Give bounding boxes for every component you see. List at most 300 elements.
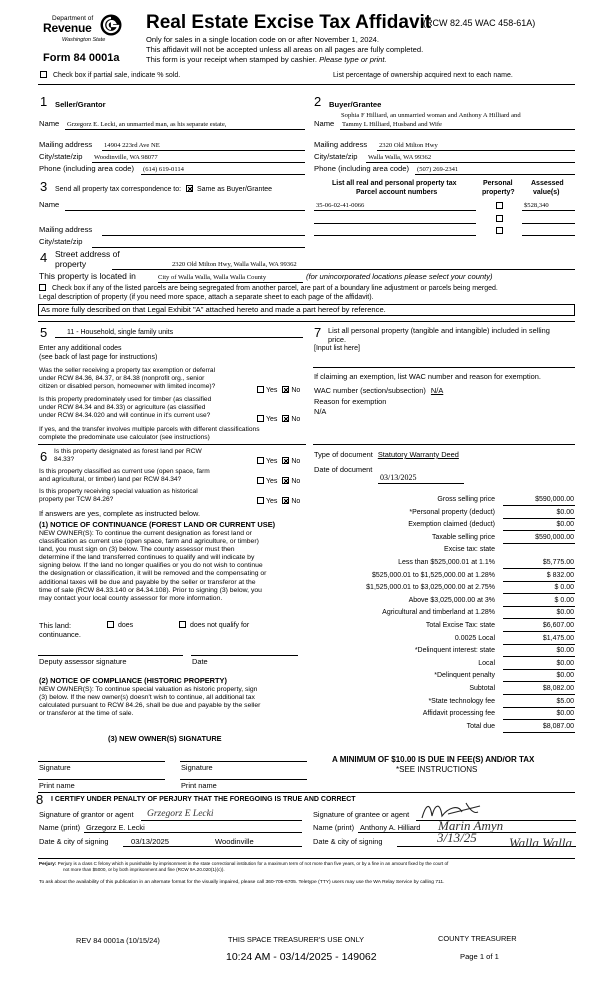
street-label1: Street address of [55, 249, 120, 259]
deputy-sig-field[interactable] [38, 646, 183, 656]
buyer-phone-value: (507) 269-2341 [417, 166, 459, 173]
comp-line4: or transferor at the time of sale. [39, 710, 134, 718]
sec7-num: 7 [314, 325, 322, 340]
grantee-city-value: Walla Walla [509, 835, 572, 850]
calc-value-underline [503, 732, 575, 733]
calc-value[interactable]: $ 832.00 [546, 571, 574, 579]
parcel-row-3 [314, 226, 575, 237]
s6q1-yes-checkbox[interactable] [257, 457, 264, 464]
calc-label: Affidavit processing fee [422, 710, 495, 718]
does-not-checkbox[interactable] [179, 621, 186, 628]
street-value: 2320 Old Milton Hwy, Walla Walla, WA 99362 [172, 261, 297, 268]
calc-row [313, 646, 575, 657]
footer-treasurer-space: THIS SPACE TREASURER'S USE ONLY [228, 935, 365, 944]
segregated-text: Check box if any of the listed parcels are being segregated from another parcel, are part of a boundary line adjustment or parcels being merged. [51, 285, 498, 292]
calc-row [313, 709, 575, 720]
calc-value-underline [503, 618, 575, 619]
s6q1-text [54, 448, 202, 464]
s6q1-no-label: No [291, 458, 301, 465]
cont-line2: classification as current use (open space, farm and agriculture, or timber) [39, 538, 259, 546]
s6q3-yes-checkbox[interactable] [257, 497, 264, 504]
grantee-name-value: Anthony A. Hilliard [360, 823, 421, 832]
sec7-text2: price. [328, 335, 347, 344]
q2-no-label: No [291, 416, 301, 423]
dor-logo [38, 14, 128, 52]
personal-property-checkbox-2[interactable] [496, 215, 503, 222]
calc-value[interactable]: $8,082.00 [542, 685, 574, 692]
calc-label: *State technology fee [428, 697, 495, 705]
sec3-mailing-field[interactable] [102, 226, 305, 236]
s6q1-yes-label: Yes [266, 458, 278, 465]
q1-line2: under RCW 84.36, 84.37, or 84.38 (nonprofit org., senior [39, 375, 205, 382]
perjury-text1: Perjury is a class C felony which is punishable by imprisonment in the state correctional institution for a maximum term of not more than five years, or by a fine in an amount fixed by the court of [57, 861, 449, 866]
calc-label: $525,000.01 to $1,525,000.00 at 1.28% [372, 571, 495, 579]
s6q1-line1: Is this property designated as forest land per RCW [54, 448, 202, 455]
grantee-date-field[interactable] [397, 830, 576, 850]
minimum-line1: A MINIMUM OF $10.00 IS DUE IN FEE(S) AND/OR TAX [332, 755, 535, 764]
this-land-label2: continuance. [39, 630, 81, 639]
seller-phone-field[interactable] [141, 165, 305, 175]
s6q2-text [39, 468, 210, 484]
grantor-sig-field[interactable] [141, 809, 302, 821]
calc-value[interactable]: $0.00 [556, 659, 574, 667]
grantee-name-label: Name (print) [313, 823, 355, 832]
seller-name-value: Grzegorz E. Lecki, an unmarried man, as his separate estate, [67, 121, 227, 128]
calc-value-underline [503, 530, 575, 531]
calc-value-underline [503, 707, 575, 708]
calc-value-underline [503, 568, 575, 569]
doc-type-label: Type of document [314, 450, 373, 459]
calc-label: Subtotal [469, 685, 495, 692]
calc-value-underline [503, 719, 575, 720]
sec3-row [55, 185, 272, 194]
cont-line5: signing below. If the land no longer qualifies or you do not wish to continue [39, 562, 263, 570]
calc-value[interactable]: $5,775.00 [542, 559, 574, 566]
calc-value-underline [503, 543, 575, 544]
header-note2: This affidavit will not be accepted unless all areas on all pages are fully completed. [146, 45, 424, 54]
deputy-sig-label: Deputy assessor signature [39, 657, 127, 666]
calc-value[interactable]: $8,087.00 [542, 722, 574, 730]
seller-name-field[interactable] [65, 120, 305, 130]
owner-sig-label-1: Signature [39, 763, 71, 772]
calc-value-underline [503, 593, 575, 594]
calc-row [313, 608, 575, 619]
form-number: Form 84 0001a [43, 52, 120, 64]
owner-print-label-2: Print name [181, 781, 217, 790]
rcw-ref: (RCW 82.45 WAC 458-61A) [423, 18, 536, 28]
seller-mailing-value: 14904 223rd Ave NE [104, 142, 160, 149]
reason-label: Reason for exemption [314, 397, 387, 406]
s6q2-line1: Is this property classified as current use (open space, farm [39, 468, 210, 475]
grantee-sig-label: Signature of grantee or agent [313, 810, 410, 819]
seller-name-label: Name [39, 119, 60, 128]
calc-row [313, 533, 575, 544]
calc-value-underline [503, 631, 575, 632]
owner-print-label-1: Print name [39, 781, 75, 790]
calc-value[interactable]: $1,475.00 [542, 634, 574, 642]
buyer-mailing-field[interactable] [377, 141, 575, 151]
q2-yesno [257, 415, 300, 424]
assessed-value-field-3[interactable] [522, 226, 575, 236]
calc-label: 0.0025 Local [454, 634, 495, 642]
calc-row [313, 558, 575, 569]
calc-value-underline [503, 669, 575, 670]
calc-value-underline [503, 518, 575, 519]
located-value: City of Walla Walla, Walla Walla County [158, 274, 267, 281]
addl-codes1: Enter any additional codes [39, 345, 122, 352]
calc-label: Local [478, 659, 495, 667]
seller-mailing-label: Mailing address [39, 140, 93, 149]
buyer-city-label: City/state/zip [314, 152, 358, 161]
grantee-date-value: 3/13/25 [437, 830, 477, 845]
grantor-sig-label: Signature of grantor or agent [39, 810, 134, 819]
buyer-phone-label: Phone (including area code) [314, 164, 409, 173]
calc-value[interactable]: $ 0.00 [554, 596, 574, 604]
assessed-value-field-2[interactable] [522, 214, 575, 224]
street-label2: property [55, 259, 87, 269]
located-note: (for unincorporated locations please select your county) [306, 272, 493, 281]
calc-row [313, 634, 575, 645]
continuance-heading: (1) NOTICE OF CONTINUANCE (FOREST LAND OR CURRENT USE) [39, 520, 276, 529]
s6q3-no-checkbox[interactable] [282, 497, 289, 504]
buyer-mailing-label: Mailing address [314, 140, 368, 149]
same-as-buyer-label: Same as Buyer/Grantee [196, 186, 273, 193]
s6q3-line1: Is this property receiving special valuation as historical [39, 488, 198, 495]
buyer-mailing-value: 2320 Old Milton Hwy [379, 142, 438, 149]
doc-type-value[interactable]: Statutory Warranty Deed [377, 450, 459, 459]
q1-yes-checkbox[interactable] [257, 386, 264, 393]
grantor-name-label: Name (print) [39, 823, 81, 832]
s6q2-yesno [257, 477, 300, 486]
parcel-number-field[interactable] [314, 201, 476, 211]
calc-label: Above $3,025,000.00 at 3% [408, 596, 495, 604]
grantor-name-field[interactable] [84, 823, 302, 833]
calc-value[interactable]: $0.00 [556, 508, 574, 516]
owner-sig-field-1[interactable] [38, 752, 165, 762]
reason-value[interactable]: N/A [314, 407, 327, 416]
legal-box[interactable] [38, 304, 575, 316]
calc-label: Excise tax: state [444, 546, 495, 554]
exemption-text: If claiming an exemption, list WAC number and reason for exemption. [314, 372, 541, 381]
recording-stamp: 10:24 AM - 03/14/2025 - 149062 [226, 951, 377, 963]
seller-mailing-field[interactable] [102, 141, 305, 151]
seller-phone-value: (614) 619-0114 [143, 166, 184, 173]
calc-value-underline [503, 505, 575, 506]
this-land-label1: This land: [39, 621, 72, 630]
q2-line3: under RCW 84.34.020 and will continue in it's current use? [39, 412, 211, 419]
alt-format-note: To ask about the availability of this publication in an alternate format for the visually impaired, please call 360-705-6705. Teletype (TTY) users may use the WA Relay Service by calling 711. [39, 880, 445, 885]
comp-line1: NEW OWNER(S): To continue special valuation as historic property, sign [39, 686, 258, 693]
calc-row [313, 659, 575, 670]
use-code-field[interactable] [55, 328, 303, 338]
page-number: Page 1 of 1 [460, 952, 499, 961]
s6q3-yesno [257, 497, 300, 506]
buyer-city-value: Walla Walla, WA 99362 [368, 154, 432, 161]
wac-row [314, 387, 443, 396]
calc-value[interactable]: $590,000.00 [535, 496, 574, 503]
parcels-col2-line1: Personal [483, 180, 513, 187]
buyer-name-label: Name [314, 119, 335, 128]
assessed-value: $528,340 [524, 202, 549, 209]
calc-row [313, 583, 575, 594]
s6q3-yes-label: Yes [266, 498, 278, 505]
s6q2-no-checkbox[interactable] [282, 477, 289, 484]
q2-no-checkbox[interactable] [282, 415, 289, 422]
dept-line2: Revenue [43, 21, 92, 35]
q1-text [39, 367, 215, 391]
grantor-city-value: Woodinville [215, 837, 254, 846]
partial-sale-checkbox[interactable] [40, 71, 47, 78]
owner-print-field-2[interactable] [180, 772, 307, 780]
calc-value-underline [503, 681, 575, 682]
q2-yes-checkbox[interactable] [257, 415, 264, 422]
continuance-body [39, 530, 266, 603]
partial-sale-row [40, 71, 180, 80]
calc-value[interactable]: $590,000.00 [535, 533, 574, 541]
calc-row [313, 722, 575, 733]
grantee-sig-name: Marin Amyn [438, 818, 504, 833]
does-not-row [179, 621, 249, 630]
cont-line4: determine if the land transferred continues to qualify and will indicate by [39, 554, 255, 562]
comp-line3: calculated pursuant to RCW 84.26, shall be due and payable by the seller [39, 702, 261, 710]
q1-line1: Was the seller receiving a property tax exemption or deferral [39, 367, 216, 374]
parcel-number: 35-06-02-41-0066 [316, 202, 365, 209]
assessed-value-field[interactable] [522, 201, 575, 211]
perjury-label: Perjury: [39, 861, 57, 866]
buyer-name-field[interactable] [340, 120, 575, 130]
cont-line6: the designation or classification, it will be removed and the compensating or [39, 570, 267, 578]
q1-line3: citizen or disabled person, homeowner with limited income)? [39, 383, 216, 390]
partial-sale-label: Check box if partial sale, indicate % sold. [52, 72, 181, 79]
header-note3-italic: Please type or print. [319, 55, 387, 64]
grantor-date-field[interactable] [123, 835, 302, 847]
s6q2-yes-checkbox[interactable] [257, 477, 264, 484]
q2-text [39, 396, 211, 420]
calc-value[interactable]: $0.00 [556, 672, 574, 680]
cont-line8: time of sale (RCW 84.33.140 or 84.34.108). Prior to signing (3) below, you [39, 586, 262, 594]
segregated-row [39, 284, 498, 293]
calc-value-underline [503, 644, 575, 645]
grantee-date-label: Date & city of signing [313, 837, 383, 846]
q1-no-label: No [291, 387, 301, 394]
calc-value[interactable]: $5.00 [556, 697, 574, 705]
calc-value[interactable]: $ 0.00 [554, 584, 574, 592]
does-not-label: does not qualify for [190, 622, 250, 629]
q2-line2: under RCW 84.34 and 84.33) or agriculture (as classified [39, 404, 206, 411]
parcels-col2-line2: property? [482, 189, 515, 196]
sec3-city-label: City/state/zip [39, 237, 83, 246]
calc-label: Gross selling price [437, 496, 495, 503]
does-checkbox[interactable] [107, 621, 114, 628]
sec3-name-label: Name [39, 200, 60, 209]
cont-line1: NEW OWNER(S): To continue the current designation as forest land or [39, 530, 252, 537]
s6q3-no-label: No [291, 498, 301, 505]
doc-date-value: 03/13/2025 [380, 473, 417, 482]
minimum-line2: *SEE INSTRUCTIONS [396, 765, 478, 774]
parcels-col1-line1: List all real and personal property tax [332, 180, 457, 187]
parcels-col3-line2: value(s) [533, 189, 560, 196]
header-note3-text: This form is your receipt when stamped by cashier. [146, 55, 317, 64]
dept-line1: Department of [52, 15, 94, 22]
calc-row [313, 596, 575, 607]
calc-row [313, 697, 575, 708]
s6q2-line2: and agricultural, or timber) land per RCW 84.34? [39, 476, 182, 483]
calc-label: $1,525,000.01 to $3,025,000.00 at 2.75% [366, 584, 495, 592]
calc-label: Total Excise Tax: state [425, 622, 495, 629]
comp-line2: (3) below. If the new owner(s) doesn't wish to continue, all additional tax [39, 694, 255, 702]
s6q2-yes-label: Yes [266, 478, 278, 485]
cont-line7: additional taxes will be due and payable by the seller or transferor at the [39, 578, 256, 586]
seller-heading: Seller/Grantor [55, 100, 106, 109]
header-note1: Only for sales in a single location code on or after November 1, 2024. [146, 35, 380, 44]
seller-city-label: City/state/zip [39, 152, 83, 161]
form-title: Real Estate Excise Tax Affidavit [146, 12, 432, 33]
buyer-city-field[interactable] [366, 153, 575, 163]
q1-no-checkbox[interactable] [282, 386, 289, 393]
parcel-number-field-2[interactable] [314, 214, 476, 224]
perjury-text2: not more than $5000, or by both imprisonment and fine (RCW 9A.20.020(1)(c)). [63, 867, 225, 872]
dor-logo-mark [100, 14, 122, 36]
grantor-signature: Grzegorz E Lecki [147, 809, 214, 819]
seller-city-value: Woodinville, WA 98077 [94, 154, 158, 161]
calc-value-underline [503, 694, 575, 695]
q3-line2: complete the predominate use calculator (see instructions) [39, 434, 210, 441]
sec3-mailing-label: Mailing address [39, 225, 93, 234]
if-yes-text: If answers are yes, complete as instructed below. [39, 509, 201, 518]
calc-value[interactable]: $6,607.00 [542, 622, 574, 629]
sec6-num: 6 [40, 449, 48, 464]
s6q3-text [39, 488, 198, 504]
grantor-date-label: Date & city of signing [39, 837, 109, 846]
parcels-col3-line1: Assessed [531, 180, 564, 187]
grantor-name-value: Grzegorz E. Lecki [86, 823, 145, 832]
cont-line9: may contact your local county assessor for more information. [39, 594, 223, 602]
parcels-col1-line2: Parcel account numbers [356, 189, 438, 196]
doc-date-field[interactable] [378, 472, 464, 484]
calc-label: Exemption claimed (deduct) [408, 521, 495, 529]
calc-label: Taxable selling price [431, 533, 495, 541]
deputy-date-field[interactable] [191, 646, 298, 656]
calc-value[interactable]: $0.00 [556, 609, 574, 617]
s6q2-no-label: No [291, 478, 301, 485]
s6q1-line2: 84.33? [54, 456, 75, 463]
buyer-num: 2 [314, 94, 322, 109]
buyer-phone-field[interactable] [415, 165, 575, 175]
seller-city-field[interactable] [92, 153, 305, 163]
q3-text [39, 426, 260, 442]
calc-row [313, 671, 575, 682]
cont-line3: land, you must sign on (3) below. The county assessor must then [39, 546, 235, 554]
calc-value[interactable]: $0.00 [556, 710, 574, 718]
ownership-note: List percentage of ownership acquired next to each name. [333, 72, 513, 79]
personal-property-list[interactable] [313, 356, 575, 368]
calc-row [313, 508, 575, 519]
calc-label: Less than $525,000.01 at 1.1% [398, 559, 495, 566]
parcel-row-2 [314, 214, 575, 225]
sec3-name-field[interactable] [65, 201, 305, 211]
calc-label: Agricultural and timberland at 1.28% [382, 609, 495, 617]
owner-sig-field-2[interactable] [180, 752, 307, 762]
calc-row [313, 520, 575, 531]
q2-line1: Is this property predominately used for timber (as classified [39, 396, 212, 403]
doc-type-row [314, 451, 459, 460]
parcel-number-field-3[interactable] [314, 226, 476, 236]
sec7-input-note: [Input list here] [314, 345, 360, 352]
deputy-date-label: Date [192, 657, 208, 666]
compliance-heading: (2) NOTICE OF COMPLIANCE (HISTORIC PROPERTY) [39, 676, 227, 685]
does-row [107, 621, 133, 630]
q1-yes-label: Yes [266, 387, 278, 394]
calc-label: *Personal property (deduct) [409, 508, 495, 516]
personal-property-checkbox-1[interactable] [496, 202, 503, 209]
street-field[interactable] [112, 260, 575, 270]
calc-label: *Delinquent penalty [434, 672, 495, 680]
owner-print-field-1[interactable] [38, 772, 165, 780]
located-field[interactable] [158, 273, 303, 283]
q1-yesno [257, 386, 300, 395]
sec4-num: 4 [40, 250, 48, 265]
addl-codes2: (see back of last page for instructions) [39, 354, 158, 361]
sec3-label: Send all property tax correspondence to: [55, 186, 182, 193]
wac-label: WAC number (section/subsection) [314, 386, 426, 395]
calc-value-underline [503, 656, 575, 657]
legal-text: Legal description of property (if you need more space, attach a separate sheet to each page of the affidavit). [39, 294, 374, 301]
calc-row [313, 621, 575, 632]
s6q1-no-checkbox[interactable] [282, 457, 289, 464]
same-as-buyer-checkbox[interactable] [186, 185, 193, 192]
new-owner-sig-heading: (3) NEW OWNER(S) SIGNATURE [108, 734, 222, 743]
calc-label: *Delinquent interest: state [414, 647, 495, 655]
footer-rev: REV 84 0001a (10/15/24) [76, 936, 160, 945]
seller-num: 1 [40, 94, 48, 109]
parcel-row-1 [314, 201, 575, 212]
dept-line3: Washington State [62, 37, 106, 43]
buyer-name-line1: Sophia F Hilliard, an unmarried woman and Anthony A Hilliard and [341, 112, 521, 119]
grantor-date-value: 03/13/2025 [131, 837, 170, 846]
seller-phone-label: Phone (including area code) [39, 164, 134, 173]
calc-row [313, 545, 575, 556]
sec7-text1: List all personal property (tangible and intangible) included in selling [328, 326, 550, 335]
calc-row [313, 495, 575, 506]
sec3-num: 3 [40, 179, 48, 194]
footer-county-treasurer: COUNTY TREASURER [438, 934, 517, 943]
sec8-heading: I CERTIFY UNDER PENALTY OF PERJURY THAT THE FOREGOING IS TRUE AND CORRECT [51, 796, 356, 803]
legal-value: As more fully described on that Legal Exhibit "A" attached hereto and made a part hereof by reference. [41, 305, 386, 314]
use-code-value: 11 - Household, single family units [67, 329, 174, 336]
sec5-num: 5 [40, 325, 48, 340]
perjury-block [39, 861, 448, 873]
q3-line1: If yes, and the transfer involves multiple parcels with different classifications [39, 426, 260, 433]
s6q3-line2: property per TCW 84.26? [39, 496, 114, 503]
calc-row [313, 571, 575, 582]
s6q1-yesno [257, 457, 300, 466]
owner-sig-label-2: Signature [181, 763, 213, 772]
calc-label: Total due [466, 722, 495, 730]
compliance-body [39, 686, 260, 718]
buyer-name-value: Tammy L Hilliard, Husband and Wife [342, 121, 442, 128]
calc-row [313, 684, 575, 695]
buyer-heading: Buyer/Grantee [329, 100, 382, 109]
calc-value-underline [503, 581, 575, 582]
does-label: does [118, 622, 134, 629]
calc-value[interactable]: $0.00 [556, 647, 574, 655]
segregated-checkbox[interactable] [39, 284, 46, 291]
calc-value[interactable]: $0.00 [556, 521, 574, 529]
sec3-city-field[interactable] [92, 238, 305, 248]
personal-property-checkbox-3[interactable] [496, 227, 503, 234]
wac-value[interactable]: N/A [430, 386, 444, 395]
doc-date-label: Date of document [314, 465, 373, 474]
